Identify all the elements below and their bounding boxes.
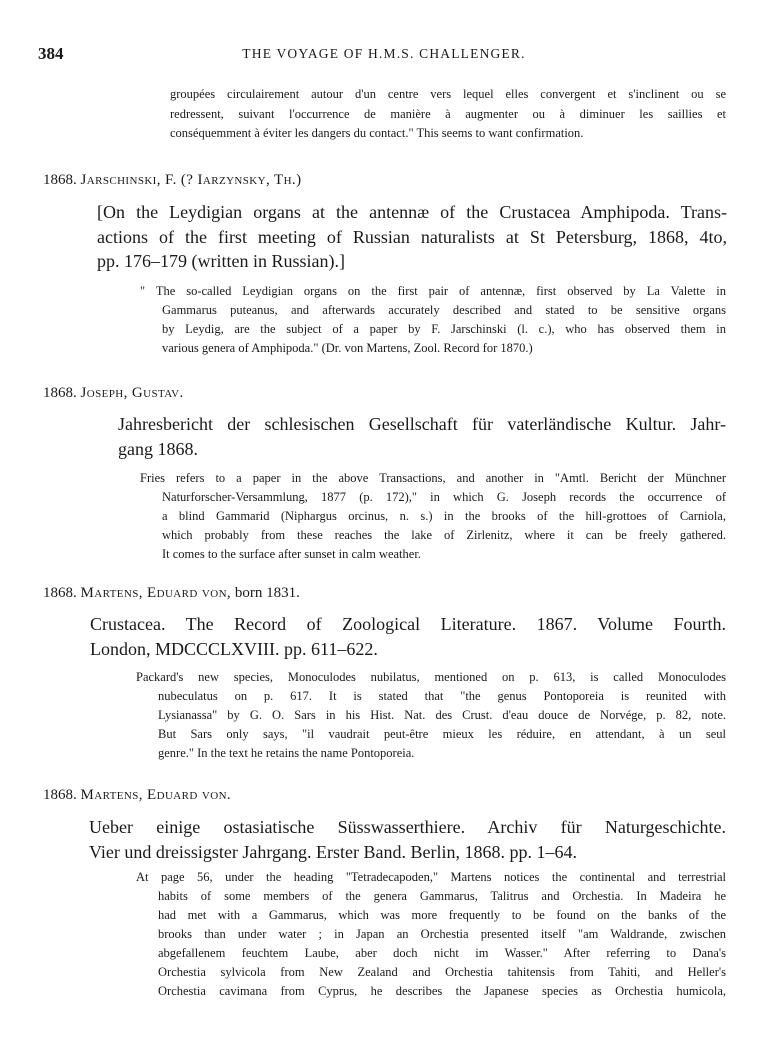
entry-heading [43,170,301,190]
note-line: brooks than under water ; in Japan an Orchestia presented itself "am Waldrande, zwischen [158,927,726,941]
note-line: Orchestia cavimana from Cyprus, he describes the Japanese species as Orchestia humicola, [158,984,726,998]
entry-year: 1868. [43,787,77,803]
note-line: which probably from these reaches the lake of Zirlenitz, where it can be freely gathered. [162,528,726,542]
entry-heading [43,583,300,603]
note-line: Packard's new species, Monoculodes nubilatus, mentioned on p. 613, is called Monoculodes [136,670,726,684]
entry-year: 1868. [43,172,77,188]
note-line: At page 56, under the heading "Tetradecapoden," Martens notices the continental and terrestrial [136,870,726,884]
note-line: a blind Gammarid (Niphargus orcinus, n. s.) in the brooks of the hill-grottoes of Carniola, [162,509,726,523]
entry-title [97,200,727,274]
note-line: Gammarus puteanus, and afterwards accurately described and stated to be sensitive organs [162,303,726,317]
title-line: Crustacea. The Record of Zoological Literature. 1867. Volume Fourth. [90,614,726,634]
note-line: Lysianassa" by G. O. Sars in his Hist. Nat. des Crust. d'eau douce de Norvége, p. 82, note. [158,708,726,722]
note-line: genre." In the text he retains the name Pontoporeia. [158,746,415,760]
title-line: London, MDCCCLXVIII. pp. 611–622. [90,638,378,659]
page-header [38,44,730,68]
entry-title [89,815,726,864]
entry-title [118,412,726,461]
note-line: Naturforscher-Versammlung, 1877 (p. 172)," in which G. Joseph records the occurrence of [162,490,726,504]
quote-line: groupées circulairement autour d'un centre vers lequel elles convergent et s'inclinent ou se [170,87,726,101]
note-line: various genera of Amphipoda." (Dr. von Martens, Zool. Record for 1870.) [162,341,533,355]
note-line: Fries refers to a paper in the above Transactions, and another in "Amtl. Bericht der Münchner [140,471,726,485]
note-line: habits of some members of the genera Gammarus, Talitrus and Orchestia. In Madeira he [158,889,726,903]
entry-author: Martens, Eduard von. [80,787,232,803]
title-line: Vier und dreissigster Jahrgang. Erster Band. Berlin, 1868. pp. 1–64. [89,841,578,862]
page-number: 384 [38,44,64,63]
title-line: pp. 176–179 (written in Russian).] [97,251,345,271]
running-title: THE VOYAGE OF H.M.S. CHALLENGER. [242,46,526,61]
title-line: Jahresbericht der schlesischen Gesellschaft für vaterländische Kultur. Jahr- [118,414,726,434]
entry-title [90,612,726,661]
quote-line: conséquemment à éviter les dangers du contact." This seems to want confirmation. [170,126,584,140]
note-line: But Sars only says, "il vaudrait peut-être mieux les réduire, en attendant, à un seul [158,727,726,741]
note-line: abgefallenem feuchtem Laube, aber doch nicht im Wasser." After referring to Dana's [158,946,726,960]
note-line: nubeculatus on p. 617. It is stated that "the genus Pontoporeia is reunited with [158,689,726,703]
title-line: gang 1868. [118,438,198,459]
note-line: It comes to the surface after sunset in calm weather. [162,547,421,561]
note-line: had met with a Gammarus, which was more frequently to be found on the banks of the [158,908,726,922]
entry-note [136,668,726,763]
note-line: by Leydig, are the subject of a paper by F. Jarschinski (l. c.), who has observed them in [162,322,726,336]
entry-author-suffix: born 1831. [231,585,300,601]
note-line: " The so-called Leydigian organs on the first pair of antennæ, first observed by La Valette in [140,284,726,298]
entry-note [140,469,726,564]
title-line: Ueber einige ostasiatische Süsswasserthiere. Archiv für Naturgeschichte. [89,817,726,837]
entry-author: Joseph, Gustav. [80,385,184,401]
entry-author: Martens, Eduard von, [80,585,232,601]
entry-year: 1868. [43,585,77,601]
title-line: actions of the first meeting of Russian naturalists at St Petersburg, 1868, 4to, [97,226,727,247]
entry-note [136,868,726,1001]
entry-year: 1868. [43,385,77,401]
note-line: Orchestia sylvicola from New Zealand and Orchestia tahitensis from Tahiti, and Heller's [158,965,726,979]
opening-quote [170,85,726,144]
entry-note [140,282,726,358]
title-line: [On the Leydigian organs at the antennæ of the Crustacea Amphipoda. Trans- [97,202,727,222]
entry-heading [43,785,231,805]
entry-heading [43,383,184,403]
quote-line: redressent, suivant l'occurrence de manière à augmenter ou à diminuer les saillies et [170,106,726,121]
entry-author: Jarschinski, F. (? Iarzynsky, Th.) [80,172,302,188]
